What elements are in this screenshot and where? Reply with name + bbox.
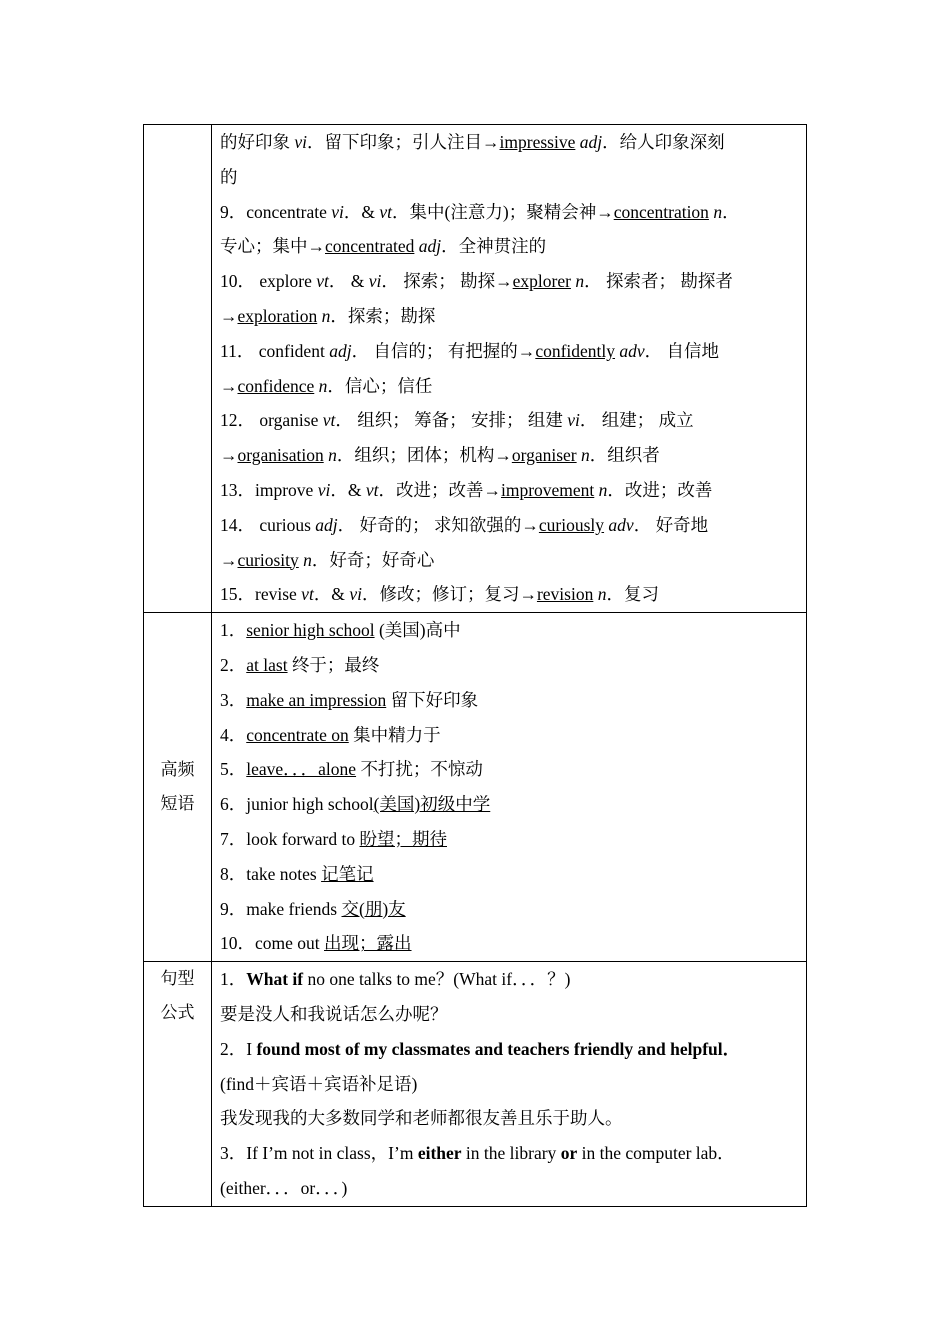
vocab-text-run: ．& <box>343 201 380 222</box>
vocab-text-run: 10． explore <box>220 271 317 292</box>
patterns-line <box>220 997 798 1032</box>
phrases-text-run: 6．junior high school <box>220 794 374 815</box>
patterns-text-run: 2．I <box>220 1038 257 1059</box>
vocab-text-run: 的好印象 <box>220 132 295 152</box>
vocab-text-run: n <box>597 584 607 605</box>
vocab-line <box>220 264 798 299</box>
vocab-text-run: adj <box>329 340 352 361</box>
vocab-line <box>220 508 798 543</box>
vocab-line <box>220 543 798 578</box>
vocab-text-run: revision <box>536 584 594 605</box>
phrases-text-run: 2． <box>220 654 247 675</box>
vocab-text-run: curiously <box>538 514 605 535</box>
patterns-text-run: (find＋宾语＋宾语补足语) <box>220 1073 418 1094</box>
phrases-text-run: 盼望；期待 <box>359 828 447 849</box>
vocab-text-run: vi <box>567 410 580 431</box>
phrases-text-run: 交(朋)友 <box>341 898 406 919</box>
vocab-text-run: ．探索；勘探 <box>330 305 436 326</box>
vocab-text-run: 15．revise <box>220 584 302 605</box>
patterns-text-run: no one talks to me？(What if．．．？) <box>303 969 571 990</box>
vocabulary-table <box>143 124 807 1207</box>
vocab-text-run: explorer <box>512 271 571 292</box>
vocab-list <box>212 125 806 612</box>
vocab-text-run: 11． confident <box>220 340 330 361</box>
vocab-text-run: adj <box>579 132 603 152</box>
phrases-line <box>220 683 798 718</box>
phrases-text-run: 留下好印象 <box>386 689 479 710</box>
vocab-text-run: vt <box>316 271 329 292</box>
vocab-line <box>220 229 798 264</box>
vocab-text-run: improvement <box>500 479 595 500</box>
vocab-text-run: ．组织者 <box>589 445 660 466</box>
patterns-text-run: 我发现我的大多数同学和老师都很友善且乐于助人。 <box>220 1108 623 1129</box>
vocab-text-run: 12． organise <box>220 410 323 431</box>
vocab-line <box>220 369 798 404</box>
vocab-text-run: ．改进；改善 <box>607 479 713 500</box>
phrases-line <box>220 718 798 753</box>
patterns-line <box>220 1032 798 1067</box>
vocab-text-run: ．信心；信任 <box>327 375 433 396</box>
vocab-text-run: concentrated <box>325 236 415 257</box>
phrases-text-run: make an impression <box>246 689 387 710</box>
vocab-line <box>220 577 798 612</box>
patterns-line <box>220 1136 798 1171</box>
patterns-text-run: either <box>417 1143 462 1164</box>
phrases-row <box>144 613 807 962</box>
phrases-text-run: 终于；最终 <box>287 654 380 675</box>
vocab-text-run: n <box>713 201 723 222</box>
vocab-text-run: 13．improve <box>220 479 318 500</box>
vocab-text-run: ． 自信地 <box>644 340 720 361</box>
patterns-text-run: (either．．．or．．．) <box>220 1177 348 1198</box>
phrases-line <box>220 613 798 648</box>
vocab-text-run: ．集中(注意力)；聚精会神→ <box>392 201 614 222</box>
vocab-text-run: n <box>318 375 328 396</box>
vocab-text-run: ．全神贯注的 <box>441 236 547 257</box>
vocab-text-run: ．给人印象深刻 <box>602 132 725 152</box>
vocab-line <box>220 438 798 473</box>
phrases-text-run: 1． <box>220 620 247 641</box>
vocab-text-run: ．好奇；好奇心 <box>311 549 435 570</box>
vocab-text-run: vi <box>294 132 308 152</box>
patterns-content-cell <box>212 962 807 1207</box>
phrases-line <box>220 787 798 822</box>
vocab-line <box>220 125 798 160</box>
vocab-text-run: ．留下印象；引人注目→ <box>307 132 500 152</box>
vocab-text-run: exploration <box>237 305 318 326</box>
phrases-label-1: 高频 <box>160 760 195 781</box>
vocab-text-run: impressive <box>499 132 576 152</box>
phrases-text-run: senior high school <box>246 620 375 641</box>
phrases-text-run: (美国)初级中学 <box>373 794 491 815</box>
vocab-text-run: n <box>575 271 585 292</box>
patterns-category-cell <box>144 962 212 1207</box>
vocab-text-run: ． 探索者； 勘探者 <box>584 271 733 292</box>
vocab-text-run: ． 探索； 勘探→ <box>381 271 513 292</box>
phrases-text-run: 5． <box>220 759 247 780</box>
vocab-text-run: vt <box>379 201 393 222</box>
vocab-text-run: vt <box>301 584 314 605</box>
vocab-text-run: 14． curious <box>220 514 316 535</box>
vocab-text-run: → <box>220 549 238 570</box>
vocab-text-run: confidently <box>535 340 616 361</box>
vocab-text-run: adv <box>608 514 634 535</box>
phrases-content-cell <box>212 613 807 962</box>
vocab-text-run: ． 好奇地 <box>633 514 709 535</box>
patterns-text-run: 要是没人和我说话怎么办呢？ <box>220 1003 448 1024</box>
vocab-text-run: vi <box>317 479 331 500</box>
vocab-line <box>220 334 798 369</box>
phrases-text-run: 出现；露出 <box>324 933 412 954</box>
vocab-text-run: ．组织；团体；机构→ <box>336 445 512 466</box>
vocab-text-run: curiosity <box>237 549 299 570</box>
vocab-line <box>220 160 798 195</box>
phrases-text-run: at last <box>246 654 288 675</box>
vocab-row <box>144 125 807 613</box>
vocab-text-run: ． 组织； 筹备； 安排； 组建 <box>335 410 568 431</box>
patterns-label-2: 公式 <box>160 1003 195 1024</box>
phrases-line <box>220 822 798 857</box>
patterns-label-1: 句型 <box>160 969 195 990</box>
vocab-text-run: 专心；集中→ <box>220 236 325 257</box>
patterns-text-run: found most of my classmates and teachers friendly and helpful． <box>256 1038 741 1059</box>
phrases-text-run: 3． <box>220 689 247 710</box>
vocab-text-run: vi <box>368 271 382 292</box>
vocab-text-run: vi <box>331 201 344 222</box>
vocab-text-run: organiser <box>511 445 577 466</box>
phrases-text-run: 8．take notes <box>220 863 322 884</box>
vocab-text-run: n <box>303 549 312 570</box>
vocab-text-run: ．复习 <box>606 584 659 605</box>
phrases-category-cell <box>144 613 212 962</box>
patterns-line <box>220 1171 798 1206</box>
patterns-text-run: 1． <box>220 969 247 990</box>
phrases-text-run: 10．come out <box>220 933 325 954</box>
patterns-text-run: or <box>560 1143 578 1164</box>
vocab-text-run: organisation <box>237 445 324 466</box>
vocab-line <box>220 299 798 334</box>
vocab-content-cell <box>212 125 807 613</box>
vocab-text-run: adj <box>315 514 338 535</box>
vocab-text-run: 的 <box>220 166 238 187</box>
phrases-line <box>220 857 798 892</box>
phrases-line <box>220 752 798 787</box>
patterns-text-run: 3．If I’m not in class，I’m <box>220 1143 418 1164</box>
vocab-text-run: vi <box>349 584 362 605</box>
phrases-line <box>220 926 798 961</box>
vocab-text-run: n <box>598 479 608 500</box>
phrases-line <box>220 648 798 683</box>
vocab-text-run: ．改进；改善→ <box>378 479 501 500</box>
phrases-line <box>220 892 798 927</box>
phrases-text-run: 不打扰；不惊动 <box>356 759 483 780</box>
vocab-text-run: ．& <box>313 584 350 605</box>
vocab-line <box>220 403 798 438</box>
phrases-text-run: 7．look forward to <box>220 828 360 849</box>
vocab-text-run: n <box>581 445 590 466</box>
phrases-text-run: 9．make friends <box>220 898 342 919</box>
patterns-text-run: in the library <box>461 1143 561 1164</box>
phrases-list <box>212 613 806 961</box>
vocab-text-run: 9．concentrate <box>220 201 332 222</box>
vocab-text-run: → <box>220 375 238 396</box>
phrases-text-run: 4． <box>220 724 247 745</box>
vocab-text-run: ． 好奇的； 求知欲强的→ <box>337 514 539 535</box>
phrases-text-run: 记笔记 <box>321 863 374 884</box>
phrases-text-run: concentrate on <box>246 724 349 745</box>
patterns-line <box>220 1067 798 1102</box>
vocab-text-run: → <box>220 445 238 466</box>
patterns-line <box>220 962 798 997</box>
vocab-line <box>220 195 798 230</box>
vocab-text-run: ． 组建； 成立 <box>579 410 694 431</box>
vocab-text-run: → <box>220 305 238 326</box>
vocab-text-run: adv <box>619 340 645 361</box>
vocab-text-run: n <box>328 445 337 466</box>
vocab-text-run: ．修改；修订；复习→ <box>361 584 537 605</box>
vocab-text-run: adj <box>418 236 442 257</box>
vocab-text-run: ． & <box>328 271 369 292</box>
vocab-text-run: ． 自信的； 有把握的→ <box>351 340 536 361</box>
vocab-text-run: vt <box>322 410 336 431</box>
vocab-category-cell <box>144 125 212 613</box>
phrases-label-2: 短语 <box>160 794 195 815</box>
vocab-text-run: ．& <box>330 479 366 500</box>
patterns-row <box>144 962 807 1207</box>
patterns-text-run: in the computer lab． <box>577 1143 735 1164</box>
phrases-text-run: 集中精力于 <box>348 724 441 745</box>
patterns-list <box>212 962 806 1206</box>
vocab-text-run: n <box>321 305 331 326</box>
phrases-text-run: (美国)高中 <box>374 620 461 641</box>
phrases-text-run: leave．．．alone <box>246 759 357 780</box>
patterns-text-run: What if <box>246 969 304 990</box>
vocab-text-run: concentration <box>613 201 709 222</box>
vocab-text-run: confidence <box>237 375 315 396</box>
patterns-line <box>220 1101 798 1136</box>
vocab-text-run: vt <box>365 479 379 500</box>
vocab-line <box>220 473 798 508</box>
vocab-text-run: ． <box>722 201 740 222</box>
